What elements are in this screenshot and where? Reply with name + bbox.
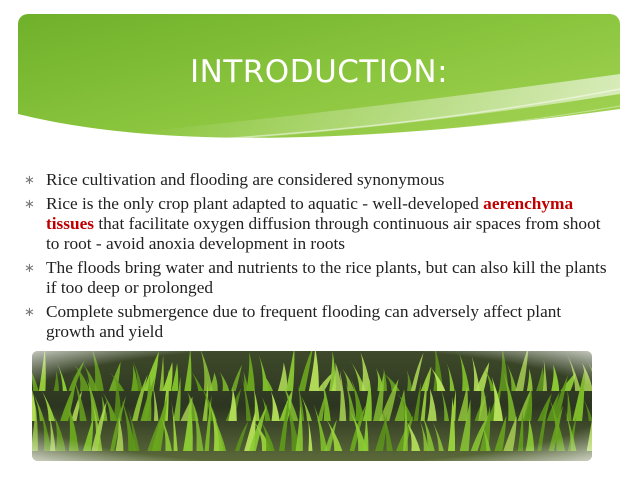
bullet-text: Rice cultivation and flooding are considered synonymous (46, 170, 445, 189)
rice-seedlings-illustration (32, 351, 592, 461)
asterisk-bullet-icon: ∗ (24, 304, 35, 319)
bullet-item (24, 194, 614, 254)
bullet-text: Rice is the only crop plant adapted to aquatic - well-developed (46, 194, 484, 213)
bullet-text: The floods bring water and nutrients to the rice plants, but can also kill the plants if too deep or prolonged (46, 258, 607, 297)
asterisk-bullet-icon: ∗ (24, 196, 35, 211)
bullet-list (24, 170, 614, 346)
highlighted-term: aerenchyma tissues (46, 194, 574, 233)
bullet-text: Complete submergence due to frequent flooding can adversely affect plant growth and yield (46, 302, 562, 341)
rice-seedlings-photo (32, 351, 592, 461)
title-banner (18, 14, 620, 166)
bullet-item (24, 258, 614, 298)
banner-background (18, 14, 620, 166)
asterisk-bullet-icon: ∗ (24, 172, 35, 187)
asterisk-bullet-icon: ∗ (24, 260, 35, 275)
slide-title: INTRODUCTION: (189, 54, 449, 90)
bullet-item (24, 170, 614, 190)
bullet-item (24, 302, 614, 342)
bullet-text: that facilitate oxygen diffusion through continuous air spaces from shoot to root - avoid anoxia development in roots (46, 214, 601, 253)
